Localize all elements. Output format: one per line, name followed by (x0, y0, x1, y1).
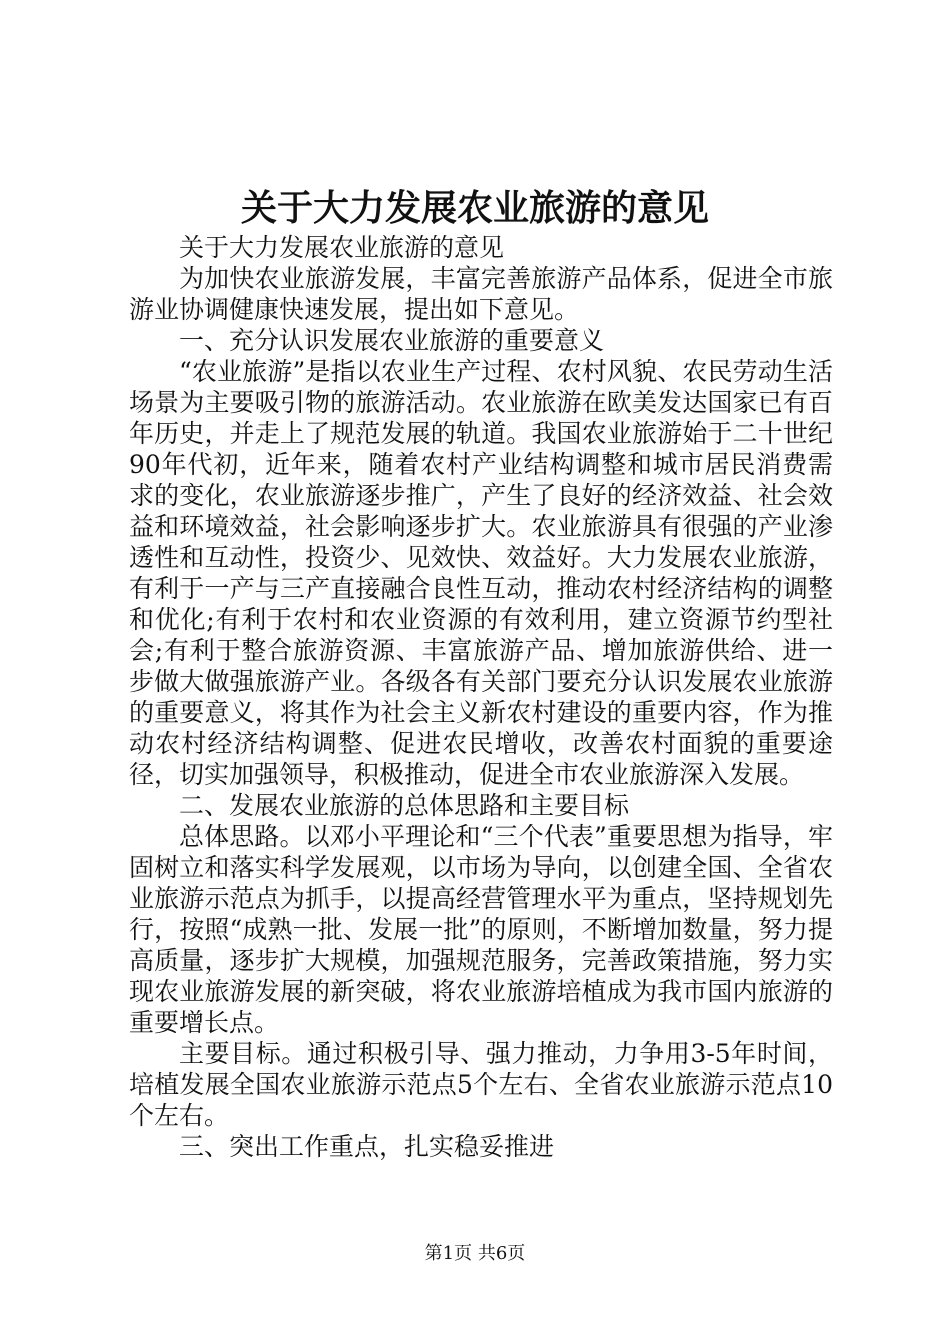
paragraph: 总体思路。以邓小平理论和“三个代表”重要思想为指导，牢固树立和落实科学发展观，以市场为导向，以创建全国、全省农业旅游示范点为抓手，以提高经营管理水平为重点，坚持规划先行，按照“成熟一批、发展一批”的原则，不断增加数量，努力提高质量，逐步扩大规模，加强规范服务，完善政策措施，努力实现农业旅游发展的新突破，将农业旅游培植成为我市国内旅游的重要增长点。 (129, 822, 833, 1037)
section-heading: 二、发展农业旅游的总体思路和主要目标 (179, 791, 630, 820)
section-heading: 一、充分认识发展农业旅游的重要意义 (179, 326, 605, 355)
paragraph: “农业旅游”是指以农业生产过程、农村风貌、农民劳动生活场景为主要吸引物的旅游活动。农业旅游在欧美发达国家已有百年历史，并走上了规范发展的轨道。我国农业旅游始于二十世纪90年代初，近年来，随着农村产业结构调整和城市居民消费需求的变化，农业旅游逐步推广，产生了良好的经济效益、社会效益和环境效益，社会影响逐步扩大。农业旅游具有很强的产业渗透性和互动性，投资少、见效快、效益好。大力发展农业旅游，有利于一产与三产直接融合良性互动，推动农村经济结构的调整和优化;有利于农村和农业资源的有效利用，建立资源节约型社会;有利于整合旅游资源、丰富旅游产品、增加旅游供给、进一步做大做强旅游产业。各级各有关部门要充分认识发展农业旅游的重要意义，将其作为社会主义新农村建设的重要内容，作为推动农村经济结构调整、促进农民增收，改善农村面貌的重要途径，切实加强领导，积极推动，促进全市农业旅游深入发展。 (129, 357, 833, 789)
paragraph: 关于大力发展农业旅游的意见 (179, 233, 505, 262)
paragraph: 主要目标。通过积极引导、强力推动，力争用3-5年时间，培植发展全国农业旅游示范点5个左右、全省农业旅游示范点10个左右。 (129, 1039, 833, 1130)
page-number-footer: 第1页 共6页 (424, 1243, 526, 1264)
section-heading: 三、突出工作重点，扎实稳妥推进 (179, 1132, 555, 1161)
document-title: 关于大力发展农业旅游的意见 (240, 187, 709, 229)
paragraph: 为加快农业旅游发展，丰富完善旅游产品体系，促进全市旅游业协调健康快速发展，提出如下意见。 (129, 264, 833, 324)
document-body (129, 232, 833, 1162)
